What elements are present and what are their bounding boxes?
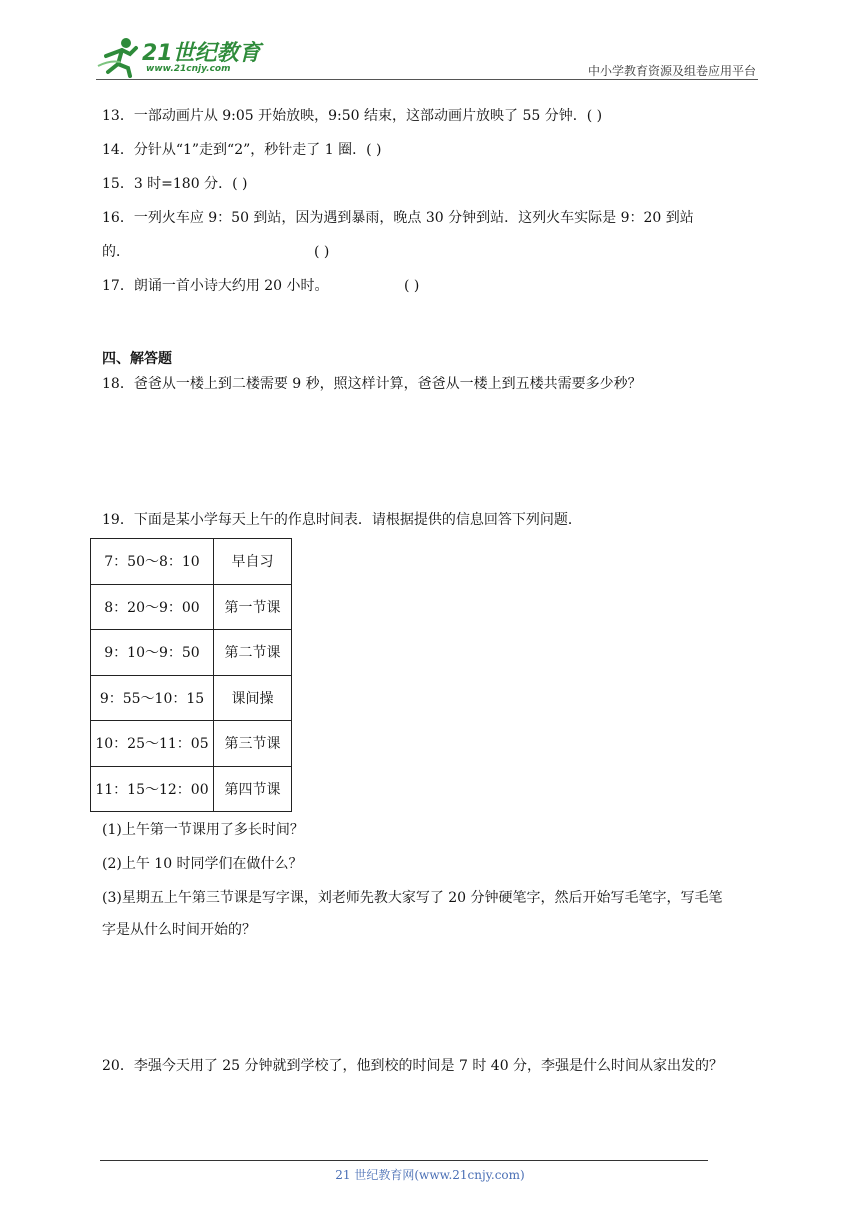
question-16-line2: 的． <box>102 244 130 260</box>
question-18: 18．爸爸从一楼上到二楼需要 9 秒，照这样计算，爸爸从一楼上到五楼共需要多少秒？ <box>102 376 642 392</box>
table-row <box>91 675 292 721</box>
site-logo <box>96 36 261 80</box>
schedule-activity-cell: 第三节课 <box>214 721 292 767</box>
question-14: 14．分针从“1”走到“2”，秒针走了 1 圈．( ) <box>102 142 382 158</box>
schedule-activity-cell: 第一节课 <box>214 584 292 630</box>
question-16-answer-blank: ( ) <box>314 244 330 260</box>
question-19-sub3-line1: (3)星期五上午第三节课是写字课，刘老师先教大家写了 20 分钟硬笔字，然后开始写毛笔字，写毛笔 <box>102 890 723 906</box>
schedule-activity-cell: 第二节课 <box>214 630 292 676</box>
question-19-sub3-line2: 字是从什么时间开始的？ <box>102 922 256 938</box>
question-13: 13．一部动画片从 9:05 开始放映，9:50 结束，这部动画片放映了 55 分钟．( ) <box>102 108 603 124</box>
table-row <box>91 766 292 812</box>
header-divider <box>96 79 758 80</box>
question-19-sub2: (2)上午 10 时同学们在做什么？ <box>102 856 303 872</box>
schedule-time-cell: 10：25～11：05 <box>91 721 214 767</box>
question-19-sub1: (1)上午第一节课用了多长时间？ <box>102 822 304 838</box>
schedule-time-cell: 11：15～12：00 <box>91 766 214 812</box>
table-row <box>91 721 292 767</box>
schedule-time-cell: 7：50～8：10 <box>91 539 214 585</box>
logo-brand-text: 21世纪教育 <box>142 41 261 66</box>
table-row <box>91 584 292 630</box>
question-15: 15．3 时=180 分．( ) <box>102 176 248 192</box>
question-17-answer-blank: ( ) <box>404 278 420 294</box>
header-platform-text: 中小学教育资源及组卷应用平台 <box>587 64 756 78</box>
schedule-activity-cell: 早自习 <box>214 539 292 585</box>
schedule-table <box>90 538 292 812</box>
question-17: 17．朗诵一首小诗大约用 20 小时。 <box>102 278 329 294</box>
question-19-intro: 19．下面是某小学每天上午的作息时间表．请根据提供的信息回答下列问题． <box>102 512 582 528</box>
runner-logo-icon <box>96 36 142 78</box>
schedule-time-cell: 8：20～9：00 <box>91 584 214 630</box>
footer-text: 21 世纪教育网(www.21cnjy.com) <box>335 1168 525 1182</box>
schedule-time-cell: 9：10～9：50 <box>91 630 214 676</box>
footer-divider <box>100 1160 708 1161</box>
table-row <box>91 630 292 676</box>
logo-site-text: www.21cnjy.com <box>146 64 231 74</box>
schedule-activity-cell: 第四节课 <box>214 766 292 812</box>
table-row <box>91 539 292 585</box>
question-20: 20．李强今天用了 25 分钟就到学校了，他到校的时间是 7 时 40 分，李强是什么时间从家出发的？ <box>102 1058 724 1074</box>
schedule-time-cell: 9：55～10：15 <box>91 675 214 721</box>
schedule-activity-cell: 课间操 <box>214 675 292 721</box>
question-16-line1: 16．一列火车应 9：50 到站，因为遇到暴雨，晚点 30 分钟到站．这列火车实际是 9：20 到站 <box>102 210 694 226</box>
section-4-title: 四、解答题 <box>102 351 172 367</box>
